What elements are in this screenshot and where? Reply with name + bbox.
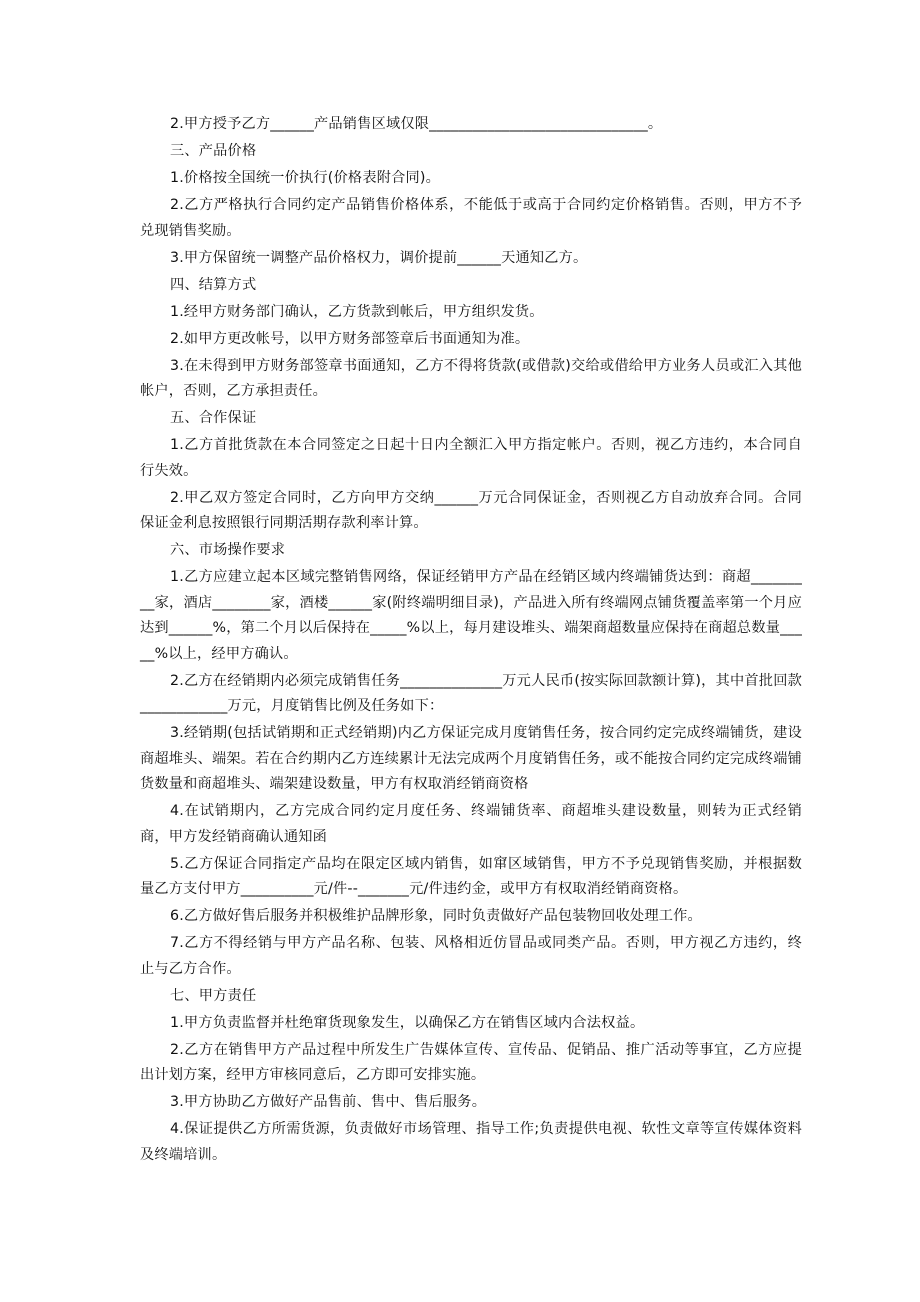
clause-market-1: 1.乙方应建立起本区域完整销售网络，保证经销甲方产品在经销区域内终端铺货达到：商超_________家，酒店________家，酒楼______家(附终端明细目录)，产品进入所有终端网点铺货覆盖率第一个月应达到______%，第二个月以后保持在_____%以上，每月建设堆头、端架商超数量应保持在商超总数量_____%以上，经甲方确认。 [140,569,802,662]
clause-duty-1: 1.甲方负责监督并杜绝窜货现象发生，以确保乙方在销售区域内合法权益。 [170,1014,645,1031]
section-heading-party-a-duties: 七、甲方责任 [170,987,257,1004]
clause-price-1: 1.价格按全国统一价执行(价格表附合同)。 [170,170,440,186]
section-heading-product-price: 三、产品价格 [170,143,257,159]
clause-settlement-2: 2.如甲方更改帐号，以甲方财务部签章后书面通知为准。 [170,330,530,347]
clause-guarantee-2: 2.甲乙双方签定合同时，乙方向甲方交纳______万元合同保证金，否则视乙方自动放弃合同。合同保证金利息按照银行同期活期存款利率计算。 [140,489,802,531]
section-heading-market-operation: 六、市场操作要求 [170,542,286,558]
clause-duty-4: 4.保证提供乙方所需货源，负责做好市场管理、指导工作;负责提供电视、软性文章等宣传媒体资料及终端培训。 [140,1121,802,1163]
clause-settlement-1: 1.经甲方财务部门确认，乙方货款到帐后，甲方组织发货。 [170,303,544,320]
clause-duty-3: 3.甲方协助乙方做好产品售前、售中、售后服务。 [170,1094,487,1110]
clause-market-4: 4.在试销期内，乙方完成合同约定月度任务、终端铺货率、商超堆头建设数量，则转为正式经销商，甲方发经销商确认通知函 [140,803,802,845]
clause-market-2: 2.乙方在经销期内必须完成销售任务______________万元人民币(按实际回款额计算)，其中首批回款____________万元，月度销售比例及任务如下： [140,672,802,714]
clause-market-6: 6.乙方做好售后服务并积极维护品牌形象，同时负责做好产品包装物回收处理工作。 [170,908,702,924]
section-heading-settlement: 四、结算方式 [170,276,257,293]
section-heading-cooperation-guarantee: 五、合作保证 [170,410,257,426]
clause-2-sales-region: 2.甲方授予乙方______产品销售区域仅限______________________________。 [170,116,663,132]
clause-settlement-3: 3.在未得到甲方财务部签章书面通知，乙方不得将货款(或借款)交给或借给甲方业务人员或汇入其他帐户，否则，乙方承担责任。 [140,357,802,399]
clause-market-7: 7.乙方不得经销与甲方产品名称、包装、风格相近仿冒品或同类产品。否则，甲方视乙方违约，终止与乙方合作。 [140,935,802,977]
clause-price-2: 2.乙方严格执行合同约定产品销售价格体系，不能低于或高于合同约定价格销售。否则，甲方不予兑现销售奖励。 [140,197,802,239]
clause-market-5: 5.乙方保证合同指定产品均在限定区域内销售，如窜区域销售，甲方不予兑现销售奖励，并根据数量乙方支付甲方__________元/件--_______元/件违约金，或甲方有权取消经销商资格。 [140,855,802,897]
clause-guarantee-1: 1.乙方首批货款在本合同签定之日起十日内全额汇入甲方指定帐户。否则，视乙方违约，本合同自行失效。 [140,437,802,479]
clause-duty-2: 2.乙方在销售甲方产品过程中所发生广告媒体宣传、宣传品、促销品、推广活动等事宜，乙方应提出计划方案，经甲方审核同意后，乙方即可安排实施。 [140,1041,802,1083]
document-body [140,112,802,1170]
clause-price-3: 3.甲方保留统一调整产品价格权力，调价提前______天通知乙方。 [170,249,588,266]
clause-market-3: 3.经销期(包括试销期和正式经销期)内乙方保证完成月度销售任务，按合同约定完成终端铺货，建设商超堆头、端架。若在合约期内乙方连续累计无法完成两个月度销售任务，或不能按合同约定完成终端铺货数量和商超堆头、端架建设数量，甲方有权取消经销商资格 [140,725,802,792]
